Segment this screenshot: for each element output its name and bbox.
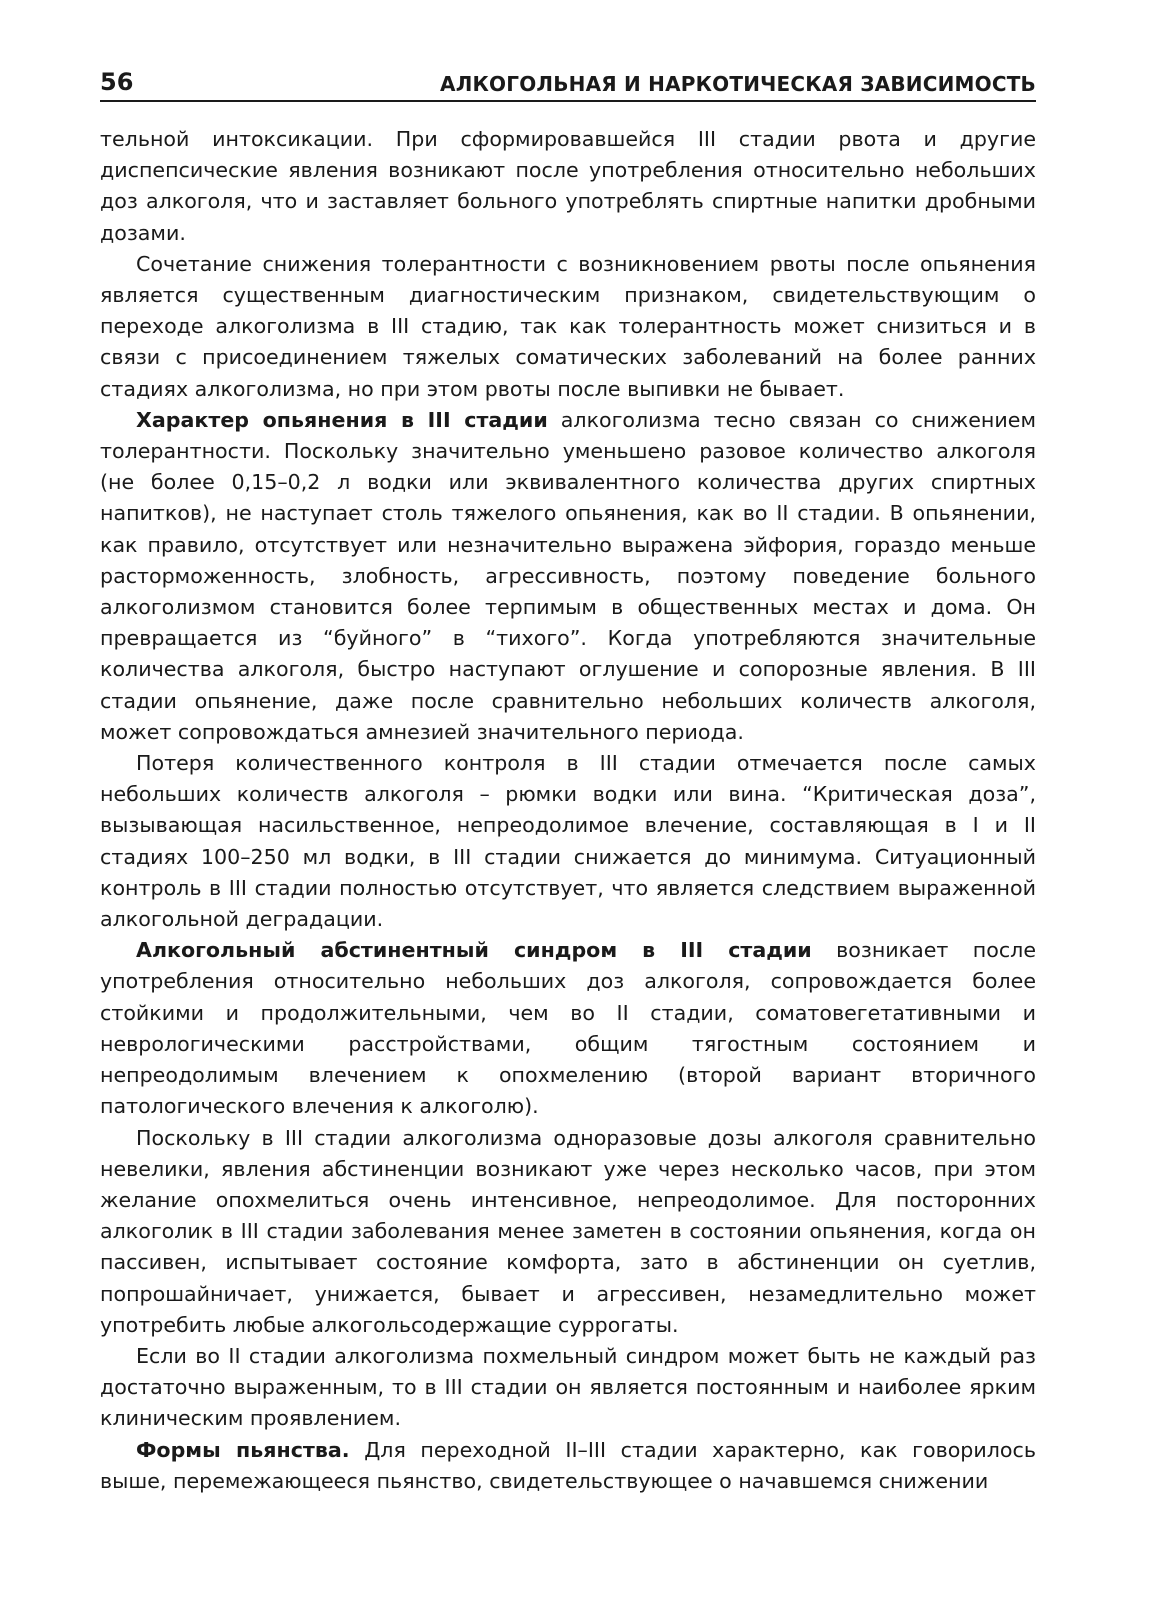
paragraph-lead: Характер опьянения в III стадии: [136, 407, 548, 432]
paragraph-text: алкоголизма тесно связан со снижением толерантности. Поскольку значительно уменьшено разовое количество алкоголя (не более 0,15–0,2 л водки или эквивалентного количества других спиртных напитков), не наступает столь тяжелого опьянения, как во II стадии. В опьянении, как правило, отсутствует или незначительно выражена эйфория, гораздо меньше расторможенность, злобность, агрессивность, поэтому поведение больного алкоголизмом становится более терпимым в общественных местах и дома. Он превращается из “буйного” в “тихого”. Когда употребляются значительные количества алкоголя, быстро наступают оглушение и сопорозные явления. В III стадии опьянение, даже после сравнительно небольших количеств алкоголя, может сопровождаться амнезией значительного периода.: [100, 407, 1036, 744]
paragraph-3: [100, 405, 1036, 748]
paragraph-text: Для переходной II–III стадии характерно, как говорилось выше, перемежающееся пьянство, свидетельствующее о начавшемся снижении: [100, 1437, 1036, 1493]
paragraph-text: Если во II стадии алкоголизма похмельный синдром может быть не каждый раз достаточно выраженным, то в III стадии он является постоянным и наиболее ярким клиническим проявлением.: [100, 1343, 1036, 1431]
paragraph-text: тельной интоксикации. При сформировавшейся III стадии рвота и другие диспепсические явления возникают после употребления относительно небольших доз алкоголя, что и заставляет больного употреблять спиртные напитки дробными дозами.: [100, 127, 1036, 245]
paragraph-text: Сочетание снижения толерантности с возникновением рвоты после опьянения является существенным диагностическим признаком, свидетельствующим о переходе алкоголизма в III стадию, так как толерантность может снизиться и в связи с присоединением тяжелых соматических заболеваний на более ранних стадиях алкоголизма, но при этом рвоты после выпивки не бывает.: [100, 251, 1036, 401]
body-text: [100, 124, 1036, 1497]
page-number: 56: [100, 68, 134, 96]
running-title: АЛКОГОЛЬНАЯ И НАРКОТИЧЕСКАЯ ЗАВИСИМОСТЬ: [440, 72, 1036, 96]
running-header: [100, 60, 1036, 102]
paragraph-text: Поскольку в III стадии алкоголизма одноразовые дозы алкоголя сравнительно невелики, явления абстиненции возникают уже через несколько часов, при этом желание опохмелиться очень интенсивное, непреодолимое. Для посторонних алкоголик в III стадии заболевания менее заметен в состоянии опьянения, когда он пассивен, испытывает состояние комфорта, зато в абстиненции он суетлив, попрошайничает, унижается, бывает и агрессивен, незамедлительно может употребить любые алкогольсодержащие суррогаты.: [100, 1125, 1036, 1337]
paragraph-5: [100, 935, 1036, 1122]
paragraph-text: возникает после употребления относительно небольших доз алкоголя, сопровождается более стойкими и продолжительными, чем во II стадии, соматовегетативными и неврологическими расстройствами, общим тягостным состоянием и непреодолимым влечением к опохмелению (второй вариант вторичного патологического влечения к алкоголю).: [100, 938, 1036, 1119]
paragraph-6: [100, 1123, 1036, 1341]
paragraph-2: [100, 249, 1036, 405]
paragraph-lead: Формы пьянства.: [136, 1437, 350, 1462]
paragraph-1: [100, 124, 1036, 249]
paragraph-lead: Алкогольный абстинентный синдром в III стадии: [136, 938, 812, 963]
paragraph-text: Потеря количественного контроля в III стадии отмечается после самых небольших количеств алкоголя – рюмки водки или вина. “Критическая доза”, вызывающая насильственное, непреодолимое влечение, составляющая в I и II стадиях 100–250 мл водки, в III стадии снижается до минимума. Ситуационный контроль в III стадии полностью отсутствует, что является следствием выраженной алкогольной деградации.: [100, 751, 1036, 932]
paragraph-4: [100, 748, 1036, 935]
paragraph-8: [100, 1435, 1036, 1497]
paragraph-7: [100, 1341, 1036, 1435]
